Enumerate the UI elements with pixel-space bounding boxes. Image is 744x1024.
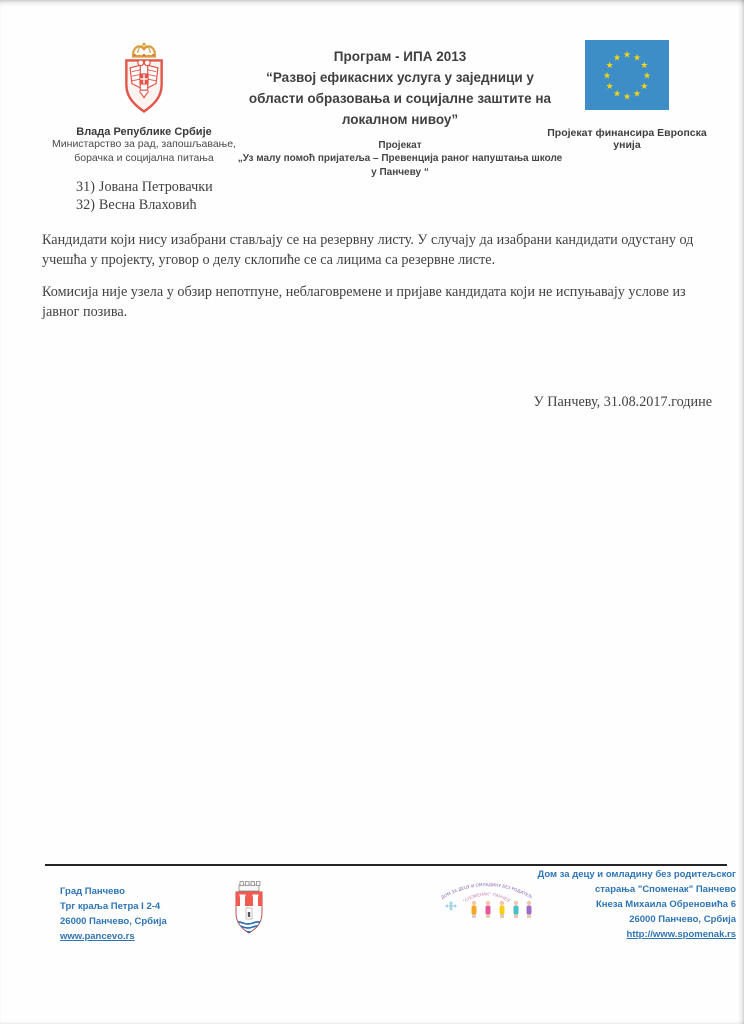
svg-text:★: ★	[612, 53, 622, 64]
paragraph-reserve-list: Кандидати који нису изабрани стављају се на резервну листу. У случају да изабрани кандидати одустану од учешћа у пројекту, уговор о делу склопиће се са лицима са резервне листе.	[42, 232, 694, 268]
eu-header-block	[534, 40, 720, 151]
home-address: Кнеза Михаила Обреновића 6	[595, 899, 736, 910]
list-item-name: Јована Петровачки	[98, 179, 213, 195]
project-label: Пројекат	[378, 140, 422, 151]
svg-text:★: ★	[605, 61, 614, 71]
city-address: Трг краља Петра I 2-4	[60, 901, 161, 912]
candidate-list	[76, 179, 213, 214]
svg-text:★: ★	[602, 71, 612, 82]
home-postal: 26000 Панчево, Србија	[629, 914, 736, 925]
list-item	[76, 179, 213, 197]
list-item-number: 32)	[76, 196, 95, 213]
city-footer-block	[60, 884, 167, 944]
svg-text:★: ★	[640, 82, 649, 92]
footer-divider	[45, 864, 727, 866]
spomenak-arc-text: ДОМ ЗА ДЕЦУ И ОМЛАДИНУ БЕЗ РОДИТЕЉ	[440, 881, 534, 900]
home-name-line-1: Дом за децу и омладину без родитељског	[537, 869, 736, 880]
svg-text:★: ★	[622, 50, 632, 61]
ministry-line-2: борачка и социјална питања	[74, 151, 214, 164]
paragraph-commission: Комисија није узела у обзир непотпуне, неблаговремене и пријаве кандидата који не испуњавају услове из јавног позива.	[42, 284, 686, 320]
svg-text:★: ★	[642, 71, 652, 82]
government-name: Влада Републике Србије	[76, 126, 212, 138]
spomenak-arc-text-2: "СПОМЕНАК" ПАНЧЕВ	[461, 891, 511, 904]
home-name-line-2: старања "Споменак" Панчево	[594, 884, 736, 895]
eu-funding-caption: Пројекат финансира Европска унија	[547, 127, 707, 151]
city-name: Град Панчево	[60, 886, 125, 897]
svg-text:★: ★	[605, 82, 614, 92]
list-item	[76, 197, 213, 215]
city-website-link[interactable]: www.pancevo.rs	[60, 931, 135, 942]
ministry-line-1: Министарство за рад, запошљавање,	[52, 138, 236, 150]
serbia-coat-of-arms-icon	[113, 40, 175, 118]
city-postal: 26000 Панчево, Србија	[60, 916, 167, 927]
program-title: Програм - ИПА 2013	[333, 49, 467, 64]
program-subtitle: “Развој ефикасних услуга у заједници у области образовања и социјалне заштите на локалном нивоу”	[248, 70, 552, 127]
pancevo-coat-of-arms-icon	[229, 879, 269, 937]
spomenak-footer-block	[426, 867, 736, 942]
svg-text:★: ★	[632, 89, 642, 100]
program-header-block	[237, 46, 563, 179]
svg-text:★: ★	[612, 89, 622, 100]
svg-text:★: ★	[622, 92, 632, 103]
svg-text:★: ★	[640, 61, 649, 71]
place-date-line: У Панчеву, 31.08.2017.године	[533, 394, 712, 410]
home-website-link[interactable]: http://www.spomenak.rs	[626, 929, 736, 940]
list-item-name: Весна Влаховић	[98, 196, 197, 213]
government-header-block	[38, 40, 250, 165]
svg-text:★: ★	[632, 53, 642, 64]
project-name: „Уз малу помоћ пријатеља – Превенција раног напуштања школе у Панчеву “	[237, 153, 563, 178]
eu-flag-icon	[585, 40, 669, 110]
list-item-number: 31)	[76, 179, 95, 195]
